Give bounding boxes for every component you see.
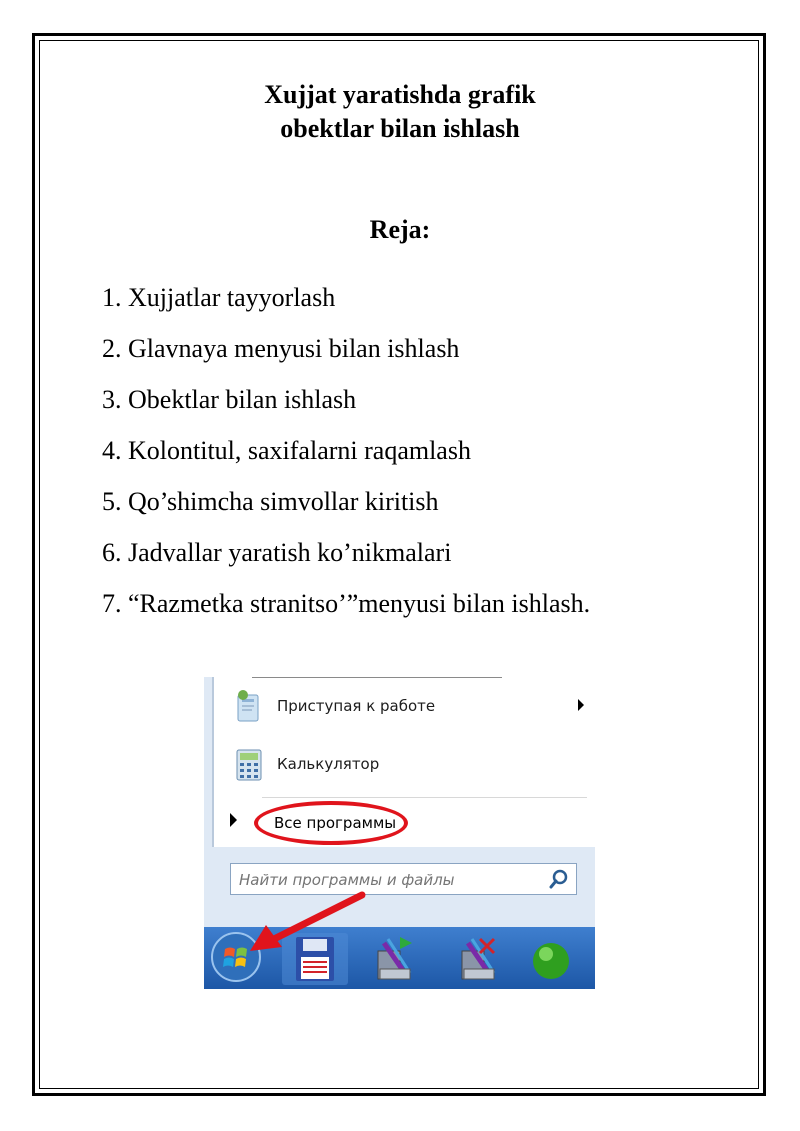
menu-item-label: Приступая к работе [277,697,436,715]
menu-item-getting-started[interactable] [222,685,592,729]
pointer-arrow-icon [244,887,374,957]
title-line-1: Xujjat yaratishda grafik [264,80,536,109]
calculator-icon [234,747,264,783]
start-menu-screenshot [204,677,595,989]
highlight-ellipse [254,801,408,845]
green-orb-icon [529,933,595,985]
search-icon[interactable] [548,868,570,890]
plan-item: 4. Kolontitul, saxifalarni raqamlash [102,436,471,465]
plan-item: 7. “Razmetka stranitso’”menyusi bilan ishlash. [102,589,591,618]
submenu-arrow-icon [578,699,584,711]
app-shortcut-icon [366,933,432,985]
expand-arrow-icon [230,813,237,827]
plan-item: 2. Glavnaya menyusi bilan ishlash [102,334,460,363]
menu-item-label: Калькулятор [277,755,380,773]
start-menu-pane [212,677,595,847]
taskbar-app-button-3[interactable] [529,933,595,985]
plan-item: 5. Qo’shimcha simvollar kiritish [102,487,439,516]
getting-started-icon [234,689,264,725]
plan-item: 3. Obektlar bilan ishlash [102,385,357,414]
plan-item: 1. Xujjatlar tayyorlash [102,283,336,312]
taskbar-app-button-1[interactable] [366,933,432,985]
title-line-2: obektlar bilan ishlash [280,114,520,143]
taskbar-app-button-2[interactable] [450,933,516,985]
app-shortcut-icon [450,933,516,985]
menu-item-calculator[interactable] [222,743,592,787]
plan-list [102,281,590,638]
all-programs-item[interactable]: Все программы [274,814,397,832]
plan-heading: Reja: [369,215,431,244]
document-title [0,78,800,146]
menu-separator [262,797,587,798]
plan-item: 6. Jadvallar yaratish ko’nikmalari [102,538,452,567]
